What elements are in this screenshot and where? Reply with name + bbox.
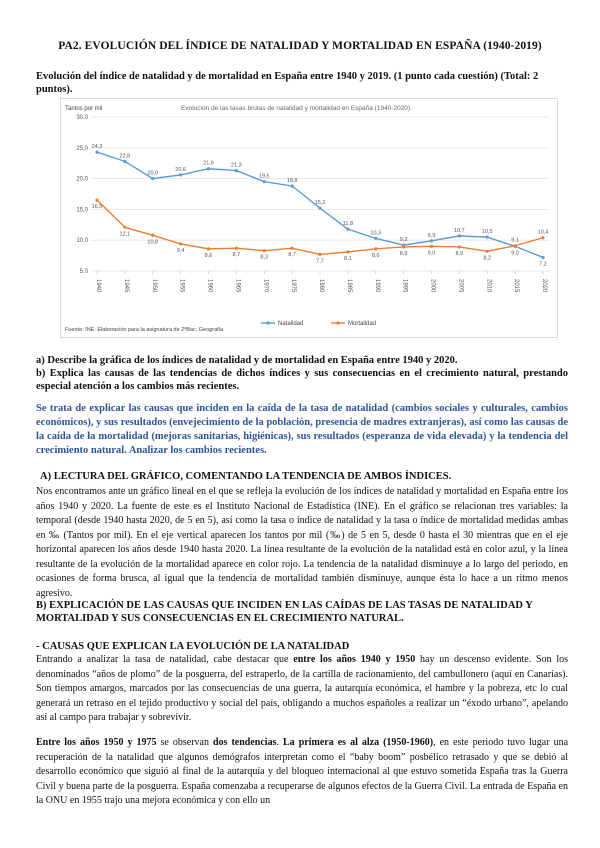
data-point — [541, 256, 544, 259]
line-chart — [60, 98, 558, 338]
page-title: PA2. EVOLUCIÓN DEL ÍNDICE DE NATALIDAD Y MORTALIDAD EN ESPAÑA (1940-2019) — [58, 40, 542, 52]
data-label: 8,9 — [455, 250, 464, 257]
section-b-paragraph-1 — [36, 653, 568, 726]
x-tick-label: 2000 — [429, 279, 436, 293]
x-tick-label: 1975 — [290, 279, 297, 293]
data-label: 24,3 — [91, 144, 103, 151]
data-point — [151, 177, 154, 180]
x-tick-label: 1950 — [150, 279, 157, 293]
x-tick-label: 1945 — [122, 279, 129, 293]
legend-label: Natalidad — [278, 321, 304, 327]
data-label: 21,6 — [203, 160, 214, 167]
data-label: 7,7 — [316, 258, 324, 265]
p2-bold-first-trend: La primera es al alza (1950-1960) — [283, 737, 434, 748]
data-point — [346, 250, 349, 253]
data-point — [291, 184, 294, 187]
legend-marker — [266, 321, 269, 324]
chart-svg — [61, 99, 557, 337]
x-tick-label: 1980 — [318, 279, 324, 293]
data-point — [151, 234, 154, 237]
x-tick-label: 1940 — [95, 279, 101, 293]
x-tick-label: 1960 — [206, 279, 213, 293]
data-point — [486, 236, 489, 239]
data-label: 9,1 — [511, 237, 519, 244]
chart-title: Evolución de las tasas brutas de natalidad y mortalidad en España (1940-2020) — [181, 105, 411, 112]
data-label: 8,2 — [483, 255, 492, 262]
section-b-subheading: - CAUSAS QUE EXPLICAN LA EVOLUCIÓN DE LA NATALIDAD — [36, 641, 350, 652]
data-point — [346, 228, 349, 231]
chart-grid — [76, 115, 549, 275]
data-point — [430, 239, 433, 242]
data-label: 9,9 — [427, 232, 436, 239]
chart-x-axis — [95, 271, 547, 293]
data-point — [458, 245, 461, 248]
section-b-heading: B) EXPLICACIÓN DE LAS CAUSAS QUE INCIDEN EN LAS CAÍDAS DE LAS TASAS DE NATALIDAD Y MORTALIDAD Y SUS CONSECUENCIAS EN EL CRECIMIENTO NATURAL. — [36, 600, 533, 624]
data-label: 8,6 — [371, 252, 380, 259]
data-label: 8,7 — [288, 252, 296, 259]
p2-text-mid2: . — [276, 737, 284, 748]
data-label: 11,8 — [342, 221, 354, 228]
data-point — [263, 180, 266, 183]
question-b: b) Explica las causas de las tendencias de dichos índices y sus consecuencias en el crecimiento natural, prestando especial atención a los cambios más recientes. — [36, 368, 568, 392]
data-label: 8,6 — [204, 252, 213, 259]
x-tick-label: 1970 — [262, 279, 269, 293]
data-point — [207, 247, 210, 250]
data-label: 10,7 — [454, 227, 465, 234]
data-point — [263, 249, 266, 252]
section-b-paragraph-2 — [36, 736, 568, 809]
x-tick-label: 2010 — [485, 279, 492, 293]
data-point — [430, 245, 433, 248]
data-point — [318, 253, 321, 256]
p1-bold-years: entre los años 1940 y 1950 — [293, 654, 416, 665]
data-label: 16,5 — [91, 204, 103, 211]
exercise-intro: Evolución del índice de natalidad y de mortalidad en España entre 1940 y 2019. (1 punto cada cuestión) (Total: 2 puntos). — [36, 71, 539, 95]
data-label: 8,9 — [399, 250, 408, 257]
chart-source: Fuente: INE. Elaboración para la asignatura de 2ºBac. Geografía — [65, 327, 224, 333]
y-tick-label: 25,0 — [76, 145, 88, 152]
data-point — [235, 247, 238, 250]
data-point — [123, 226, 126, 229]
data-point — [123, 160, 126, 163]
p2-text-mid1: se observan — [156, 737, 213, 748]
data-point — [179, 242, 182, 245]
legend-marker — [336, 321, 339, 324]
data-label: 9,0 — [427, 250, 436, 257]
data-label: 10,3 — [370, 230, 382, 237]
x-tick-label: 1985 — [345, 279, 352, 293]
legend-label: Mortalidad — [348, 321, 377, 327]
data-point — [235, 169, 238, 172]
x-tick-label: 1995 — [401, 279, 408, 293]
data-label: 9,0 — [511, 250, 519, 257]
data-label: 20,0 — [147, 170, 159, 177]
data-label: 18,8 — [286, 177, 298, 184]
y-tick-label: 30,0 — [76, 115, 88, 121]
data-label: 12,1 — [119, 231, 131, 238]
data-label: 10,5 — [481, 229, 493, 236]
data-label: 10,8 — [147, 239, 159, 246]
data-point — [95, 151, 98, 154]
data-label: 7,2 — [539, 261, 547, 268]
chart-ylabel: Tantos por mil — [65, 106, 103, 112]
data-point — [207, 167, 210, 170]
data-point — [458, 234, 461, 237]
data-label: 22,8 — [119, 153, 131, 160]
data-label: 15,2 — [314, 200, 326, 207]
section-a-heading: A) LECTURA DEL GRÁFICO, COMENTANDO LA TENDENCIA DE AMBOS ÍNDICES. — [40, 471, 452, 482]
data-label: 9,2 — [399, 237, 408, 244]
p1-text-start: Entrando a analizar la tasa de natalidad, cabe destacar que — [36, 654, 294, 665]
data-label: 8,3 — [260, 254, 269, 261]
x-tick-label: 1965 — [234, 279, 241, 293]
data-label: 9,4 — [176, 247, 185, 254]
data-label: 10,4 — [537, 229, 549, 236]
p1-text-rest: hay un descenso evidente. Son los denominados “años de plomo” de la posguerra, del estraperlo, de la cartilla de racionamiento, del cambullonero (aquí en Canarias). Son tiempos amargos, marcados por las consecuencias de una guerra, la autarquía económica, el hambre y la pobreza, etc lo cual generará un retraso en el tejido productivo y social del país, obligando a muchos españoles a realizar un “éxodo urbano”, apelando así al campo para trabajar y sobrevivir. — [36, 654, 568, 723]
data-point — [374, 237, 377, 240]
data-point — [291, 247, 294, 250]
data-label: 20,6 — [175, 166, 186, 173]
y-tick-label: 20,0 — [76, 176, 88, 183]
data-label: 21,3 — [231, 162, 242, 169]
data-label: 19,5 — [258, 173, 270, 180]
data-point — [402, 245, 405, 248]
y-tick-label: 10,0 — [76, 238, 88, 245]
p2-bold-years: Entre los años 1950 y 1975 — [36, 737, 157, 748]
data-point — [374, 247, 377, 250]
x-tick-label: 2020 — [541, 279, 547, 293]
chart-legend — [261, 321, 376, 327]
y-tick-label: 15,0 — [76, 207, 88, 214]
data-label: 8,7 — [232, 252, 241, 259]
data-point — [179, 173, 182, 176]
data-point — [541, 236, 544, 239]
data-point — [95, 199, 98, 202]
question-a: a) Describe la gráfica de los índices de natalidad y de mortalidad en España entre 1940 y 2020. — [36, 355, 458, 366]
y-tick-label: 5,0 — [79, 269, 88, 275]
guidance-note: Se trata de explicar las causas que inciden en la caída de la tasa de natalidad (cambios sociales y culturales, cambios económicos), y sus resultados (envejecimiento de la población, presencia de madres extranjeras), así como las causas de la caída de la mortalidad (mejoras sanitarias, higiénicas), sus resultados (esperanza de vida elevada) y la tendencia del crecimiento natural. Analizar los cambios recientes. — [36, 403, 568, 456]
data-point — [318, 207, 321, 210]
data-label: 8,1 — [344, 255, 352, 262]
section-a-text: Nos encontramos ante un gráfico lineal en el que se refleja la evolución de los índices de natalidad y mortalidad en España entre los años 1940 y 2020. La fuente de este es el Instituto Nacional de Estadística (INE). En el gráfico se relacionan tres variables: la temporal (desde 1940 hasta 2020, de 5 en 5), así como la tasa o índice de natalidad y la tasa o índice de mortalidad medidas ambas en ‰ (Tantos por mil). En el eje vertical aparecen los tantos por mil (‰) de 5 en 5, desde 0 hasta el 30 mientras que en el eje horizontal aparecen los años desde 1940 hasta 2020. La línea resultante de la evolución de la natalidad está en color azul, y la línea resultante de la evolución de la mortalidad aparece en color rojo. La tendencia de la natalidad disminuye a lo largo del periodo, en ocasiones de forma brusca, al igual que la tendencia de mortalidad también disminuye, aunque ésta lo hace a un ritmo menos agresivo. — [36, 486, 568, 599]
x-tick-label: 2005 — [457, 279, 464, 293]
x-tick-label: 1990 — [373, 279, 380, 293]
chart-series — [92, 144, 549, 267]
x-tick-label: 2015 — [513, 279, 520, 293]
data-point — [514, 244, 517, 247]
p2-bold-trends: dos tendencias — [213, 737, 277, 748]
questions-block — [36, 354, 568, 393]
p2-text-rest: , en este periodo tuvo lugar una recuperación de la natalidad que algunos demógrafos interpretan como el “baby boom” posbélico retrasado y que se debió al desarrollo económico que siguió al final de la autarquía y del bloqueo internacional al que estuvo sometida España tras la Guerra Civil y buena parte de la posguerra. España comenzaba a recuperarse de algunos efectos de la Guerra Civil. La entrada de España en la ONU en 1955 trajo una mejora económica y con ello un — [36, 737, 569, 806]
x-tick-label: 1955 — [178, 279, 185, 293]
data-point — [486, 250, 489, 253]
